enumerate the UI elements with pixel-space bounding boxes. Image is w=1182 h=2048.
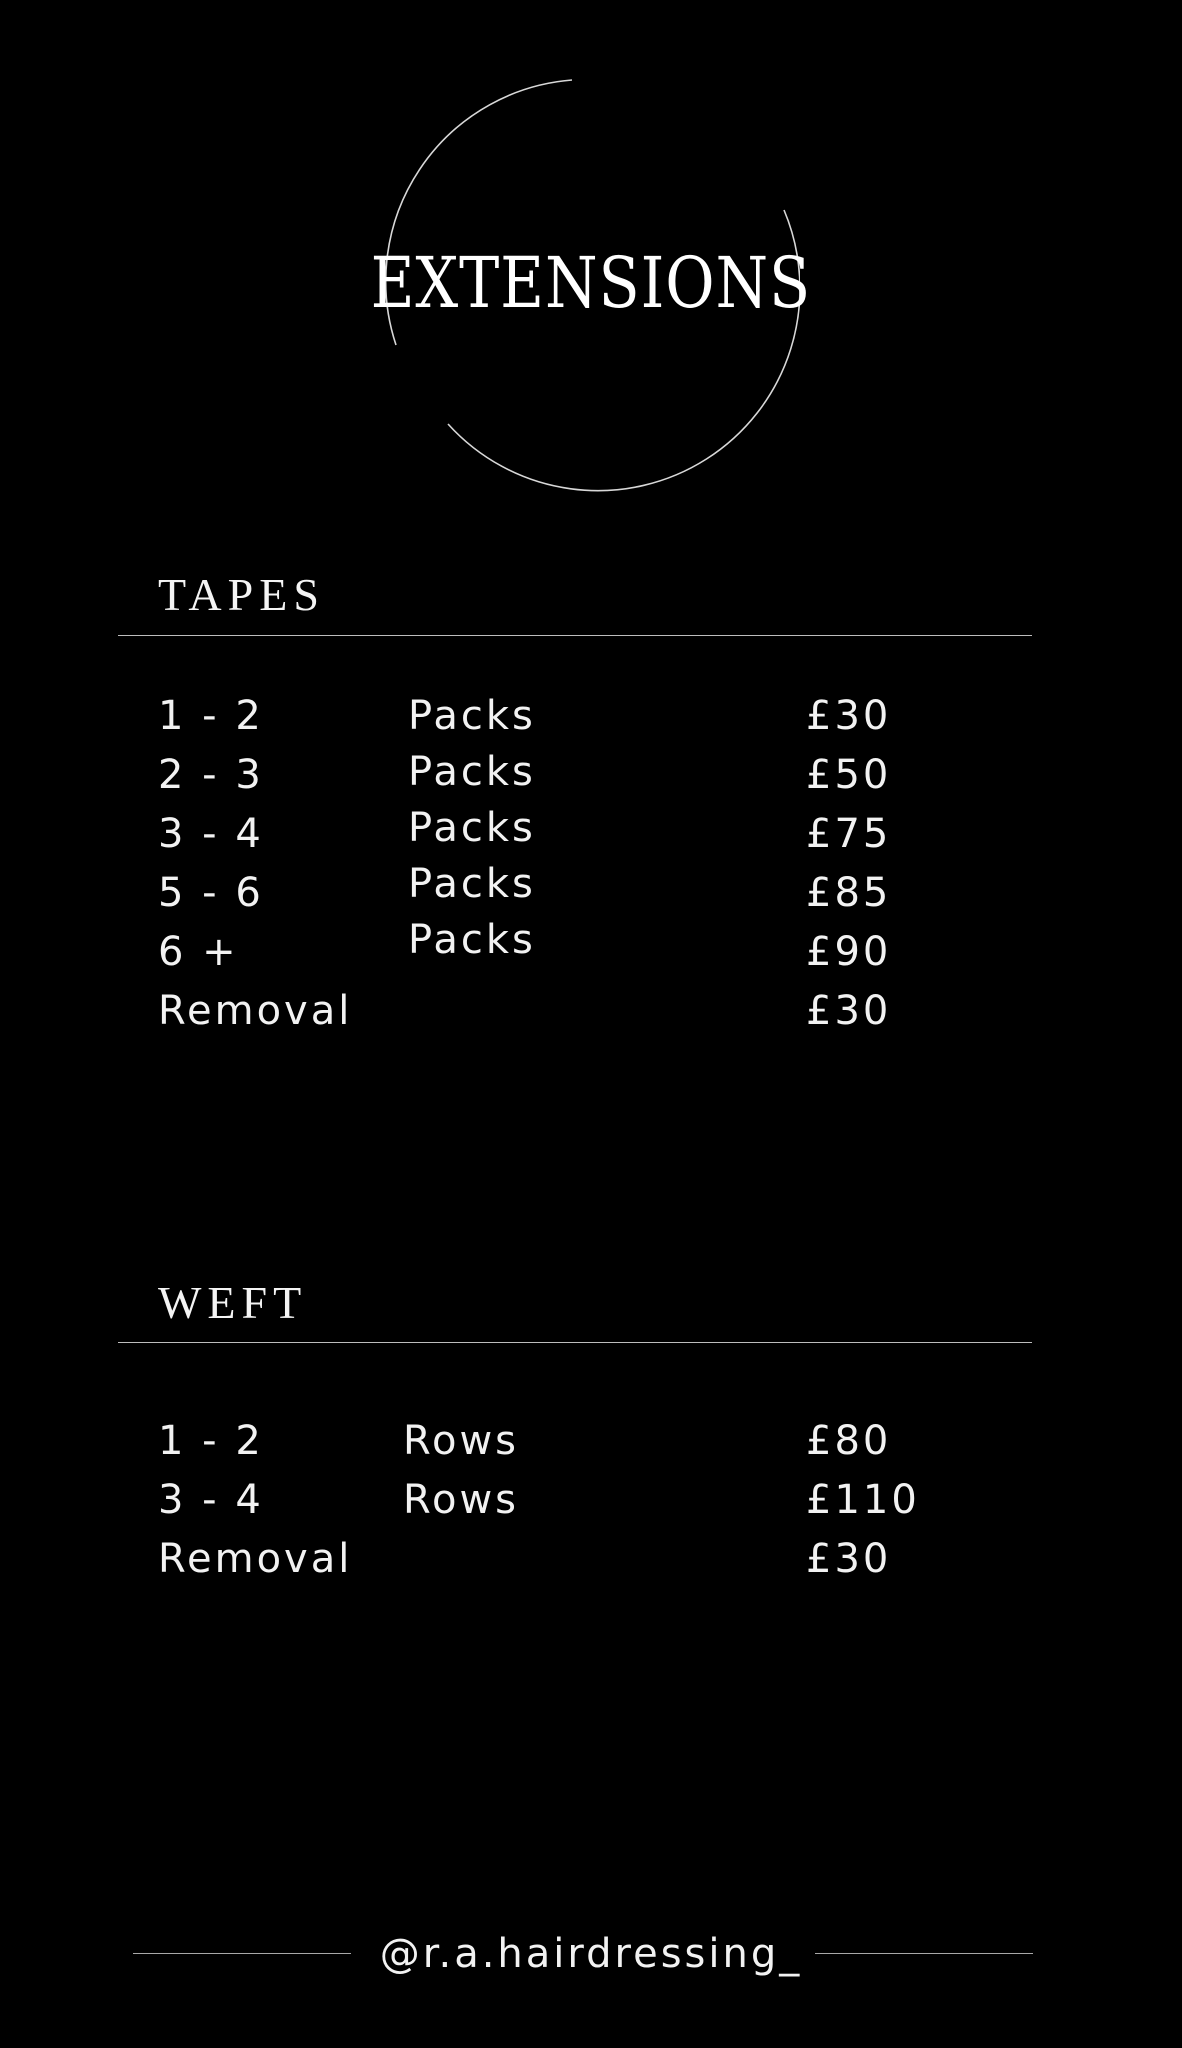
quantity-label: 3 - 4 — [158, 1477, 264, 1523]
unit-label: Packs — [408, 805, 536, 851]
price-value: £110 — [806, 1477, 920, 1523]
social-handle: @r.a.hairdressing_ — [379, 1931, 803, 1977]
price-value: £30 — [806, 988, 892, 1034]
quantity-label: 1 - 2 — [158, 693, 264, 739]
quantity-label: 2 - 3 — [158, 752, 264, 798]
price-row — [0, 1471, 1182, 1529]
price-row — [0, 746, 1182, 804]
quantity-label: Removal — [158, 1536, 353, 1582]
unit-label: Packs — [408, 749, 536, 795]
unit-label: Packs — [408, 917, 536, 963]
price-value: £80 — [806, 1418, 892, 1464]
unit-label: Packs — [408, 693, 536, 739]
price-value: £50 — [806, 752, 892, 798]
footer-divider-left — [133, 1953, 351, 1954]
page-title: EXTENSIONS — [370, 242, 812, 324]
unit-label: Rows — [403, 1477, 520, 1523]
price-row — [0, 917, 1182, 981]
price-value: £30 — [806, 1536, 892, 1582]
price-row — [0, 805, 1182, 863]
unit-label: Packs — [408, 861, 536, 907]
price-value: £30 — [806, 693, 892, 739]
price-row — [0, 861, 1182, 922]
price-row — [0, 687, 1182, 745]
section-divider — [118, 635, 1032, 636]
quantity-label: 5 - 6 — [158, 870, 264, 916]
quantity-label: 6 + — [158, 929, 239, 975]
price-row — [0, 982, 1182, 1040]
quantity-label: Removal — [158, 988, 353, 1034]
section-heading-weft: WEFT — [158, 1277, 308, 1328]
quantity-label: 1 - 2 — [158, 1418, 264, 1464]
price-row — [0, 1530, 1182, 1588]
footer-divider-right — [815, 1953, 1033, 1954]
price-value: £85 — [806, 870, 892, 916]
quantity-label: 3 - 4 — [158, 811, 264, 857]
price-value: £75 — [806, 811, 892, 857]
section-divider — [118, 1342, 1032, 1343]
unit-label: Rows — [403, 1418, 520, 1464]
price-row — [0, 1412, 1182, 1470]
section-heading-tapes: TAPES — [158, 569, 325, 620]
price-value: £90 — [806, 929, 892, 975]
